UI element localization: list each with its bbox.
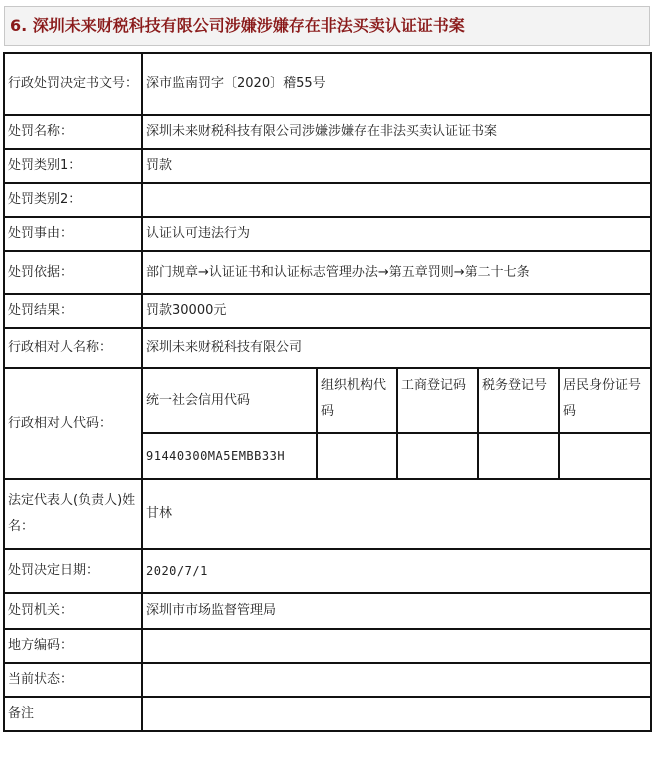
row-type1	[4, 149, 651, 183]
header-tax-reg-no: 税务登记号	[478, 368, 559, 433]
value-penalty-type1: 罚款	[142, 149, 651, 183]
value-biz-reg-no	[397, 433, 478, 479]
row-name	[4, 115, 651, 149]
case-title: 6. 深圳未来财税科技有限公司涉嫌涉嫌存在非法买卖认证证书案	[4, 6, 650, 46]
value-penalty-type2	[142, 183, 651, 217]
header-biz-reg-no: 工商登记码	[397, 368, 478, 433]
label-authority: 处罚机关：	[4, 593, 142, 629]
value-remark	[142, 697, 651, 731]
value-tax-reg-no	[478, 433, 559, 479]
value-legal-rep: 甘林	[142, 479, 651, 549]
value-doc-no: 深市监南罚字〔2020〕稽55号	[142, 53, 651, 115]
row-type2	[4, 183, 651, 217]
label-doc-no: 行政处罚决定书文号：	[4, 53, 142, 115]
value-penalty-name: 深圳未来财税科技有限公司涉嫌涉嫌存在非法买卖认证证书案	[142, 115, 651, 149]
value-penalty-reason: 认证认可违法行为	[142, 217, 651, 251]
label-penalty-name: 处罚名称：	[4, 115, 142, 149]
row-legal-rep	[4, 479, 651, 549]
row-reason	[4, 217, 651, 251]
row-doc-no	[4, 53, 651, 115]
label-remark: 备注	[4, 697, 142, 731]
value-status	[142, 663, 651, 697]
penalty-record-table	[3, 52, 652, 732]
label-penalty-type1: 处罚类别1：	[4, 149, 142, 183]
label-penalty-reason: 处罚事由：	[4, 217, 142, 251]
label-penalty-result: 处罚结果：	[4, 294, 142, 328]
row-area-code	[4, 629, 651, 663]
value-decision-date: 2020/7/1	[142, 549, 651, 593]
label-party-name: 行政相对人名称：	[4, 328, 142, 368]
value-area-code	[142, 629, 651, 663]
label-party-code: 行政相对人代码：	[4, 368, 142, 479]
label-decision-date: 处罚决定日期：	[4, 549, 142, 593]
label-legal-rep: 法定代表人(负责人)姓名：	[4, 479, 142, 549]
label-penalty-basis: 处罚依据：	[4, 251, 142, 294]
value-party-name: 深圳未来财税科技有限公司	[142, 328, 651, 368]
value-penalty-basis: 部门规章→认证证书和认证标志管理办法→第五章罚则→第二十七条	[142, 251, 651, 294]
row-authority	[4, 593, 651, 629]
row-result	[4, 294, 651, 328]
value-authority: 深圳市市场监督管理局	[142, 593, 651, 629]
row-party-code-headers	[4, 368, 651, 433]
row-remark	[4, 697, 651, 731]
value-id-no	[559, 433, 651, 479]
header-credit-code: 统一社会信用代码	[142, 368, 317, 433]
header-org-code: 组织机构代码	[317, 368, 397, 433]
header-id-no: 居民身份证号码	[559, 368, 651, 433]
row-party-name	[4, 328, 651, 368]
label-penalty-type2: 处罚类别2：	[4, 183, 142, 217]
value-credit-code: 91440300MA5EMBB33H	[142, 433, 317, 479]
label-status: 当前状态：	[4, 663, 142, 697]
value-org-code	[317, 433, 397, 479]
row-decision-date	[4, 549, 651, 593]
label-area-code: 地方编码：	[4, 629, 142, 663]
value-penalty-result: 罚款30000元	[142, 294, 651, 328]
row-basis	[4, 251, 651, 294]
row-status	[4, 663, 651, 697]
